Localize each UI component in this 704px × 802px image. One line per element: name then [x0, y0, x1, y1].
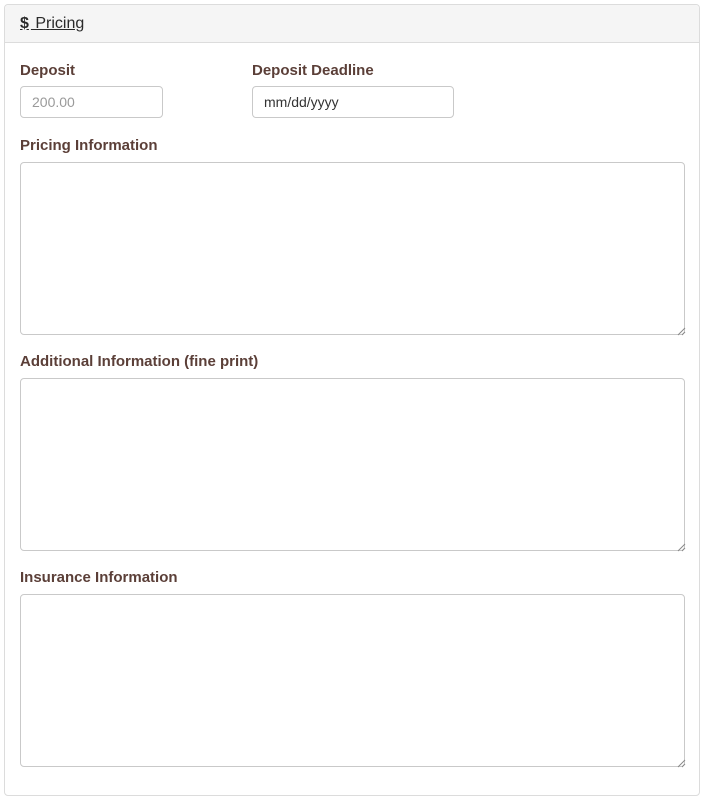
deposit-label: Deposit — [20, 62, 76, 79]
deposit-deadline-input[interactable] — [252, 86, 454, 118]
pricing-information-textarea[interactable] — [20, 162, 685, 335]
insurance-information-textarea[interactable] — [20, 594, 685, 767]
deposit-deadline-label: Deposit Deadline — [252, 62, 374, 79]
insurance-information-label: Insurance Information — [20, 569, 178, 586]
resize-handle-icon[interactable] — [677, 543, 686, 552]
pricing-panel — [4, 4, 700, 796]
panel-heading — [5, 5, 699, 43]
panel-title: Pricing — [30, 14, 85, 32]
additional-information-label: Additional Information (fine print) — [20, 353, 259, 370]
additional-information-textarea[interactable] — [20, 378, 685, 551]
pricing-toggle-link[interactable] — [20, 15, 84, 33]
resize-handle-icon[interactable] — [677, 327, 686, 336]
dollar-icon: $ — [20, 14, 29, 32]
resize-handle-icon[interactable] — [677, 759, 686, 768]
deposit-input[interactable] — [20, 86, 163, 118]
pricing-information-label: Pricing Information — [20, 137, 158, 154]
